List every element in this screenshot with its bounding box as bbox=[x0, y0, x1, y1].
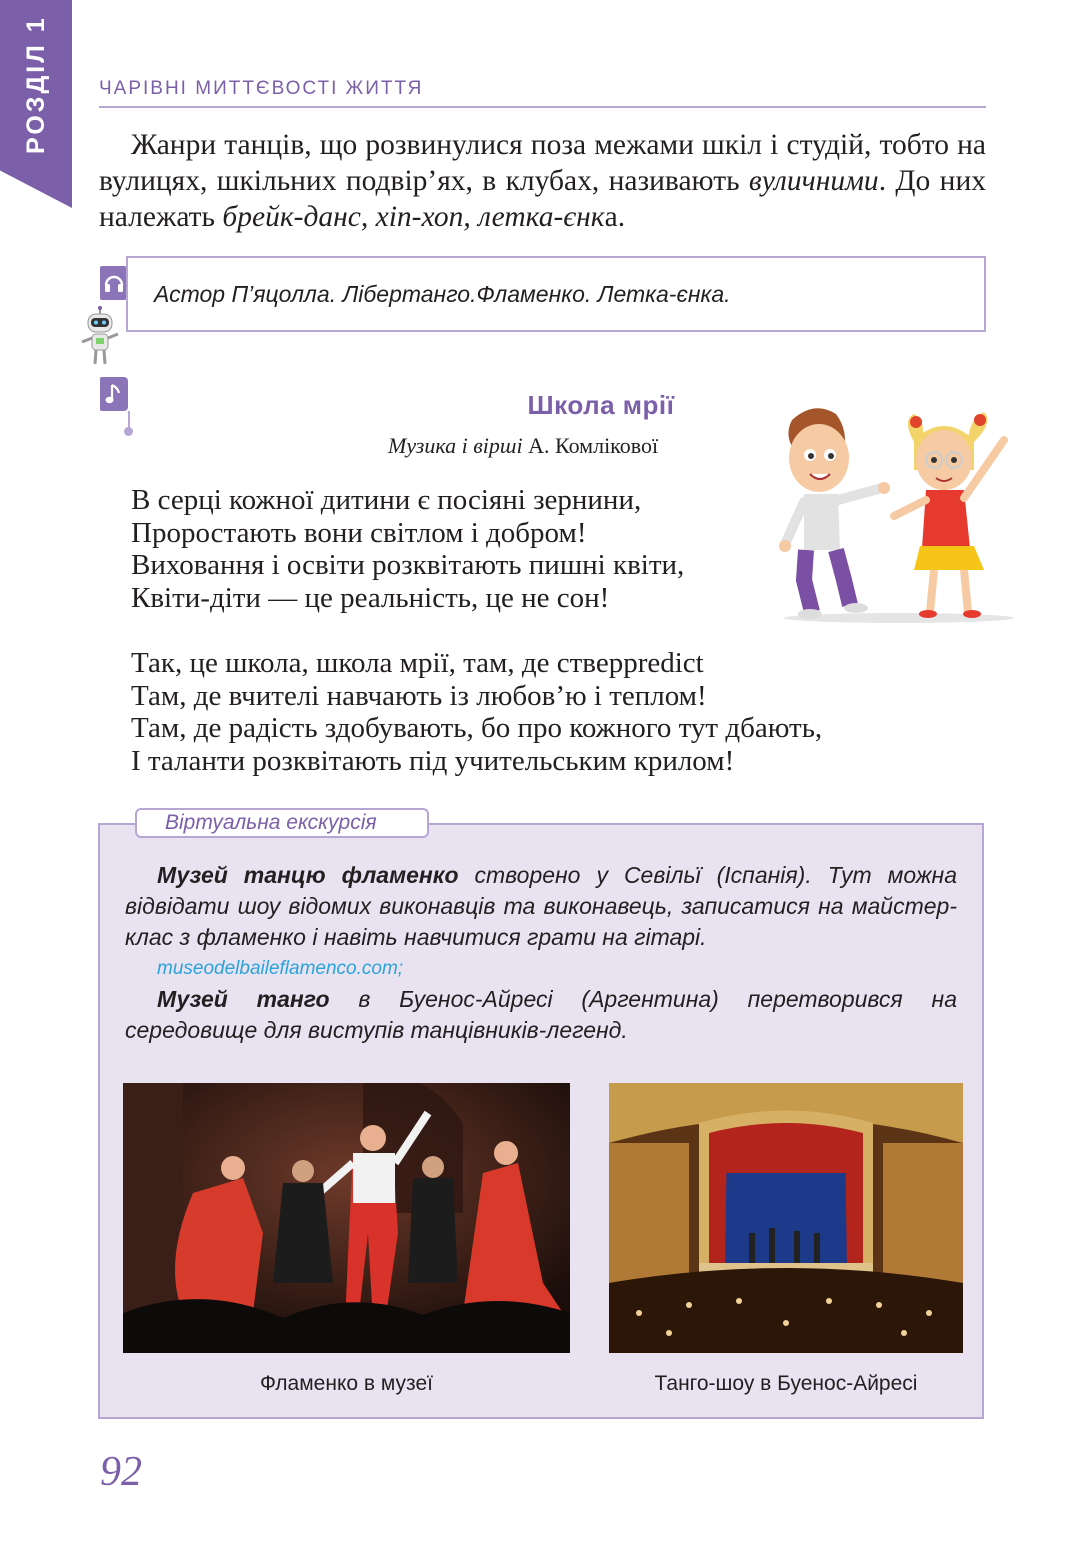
running-head: ЧАРІВНІ МИТТЄВОСТІ ЖИТТЯ bbox=[99, 78, 424, 99]
dancing-kids-illustration bbox=[774, 400, 1024, 625]
listening-list: Астор П’яцолла. Лібертанго.Фламенко. Летка-єнка. bbox=[154, 281, 731, 307]
tour-paragraph-flamenco: Музей танцю фламенко створено у Севільї (Іспанія). Тут можна відвідати шоу відомих виконавців та виконавець, записатися на майстер-клас з фламенко і навіть навчитися грати на гітарі. bbox=[125, 862, 957, 950]
flamenco-caption: Фламенко в музеї bbox=[260, 1372, 433, 1395]
verse-line: І таланти розквітають під учительським крилом! bbox=[131, 744, 735, 777]
song-title: Школа мрії bbox=[527, 390, 675, 420]
verse-line: Проростають вони світлом і добром! bbox=[131, 516, 587, 549]
virtual-tour-label: Віртуальна екскурсія bbox=[135, 808, 429, 838]
headphones-icon bbox=[100, 266, 128, 300]
listening-box bbox=[126, 256, 986, 332]
note-dot bbox=[124, 427, 133, 436]
verse-line: Там, де вчителі навчають із любов’ю і теплом! bbox=[131, 679, 707, 712]
virtual-tour-text bbox=[125, 860, 957, 1046]
song-verse-1 bbox=[131, 484, 684, 614]
tour-paragraph-tango: Музей танго в Буенос-Айресі (Аргентина) перетворився на середовище для виступів танцівників-легенд. bbox=[125, 986, 957, 1043]
flamenco-museum-link[interactable]: museodelbaileflamenco.com; bbox=[157, 958, 404, 979]
verse-line: Виховання і освіти розквітають пишні квіти, bbox=[131, 549, 685, 581]
header-rule bbox=[99, 106, 986, 108]
page-number: 92 bbox=[100, 1449, 142, 1495]
intro-paragraph: Жанри танців, що розвинулися поза межами шкіл і студій, тобто на вулицях, шкільних подвір’ях, в клубах, називають вуличними. До них належать брейк-данс, хіп-хоп, летка-єнка. bbox=[99, 129, 986, 233]
flamenco-photo bbox=[123, 1083, 570, 1353]
verse-line: Квіти-діти — це реальність, це не сон! bbox=[131, 581, 610, 614]
robot-icon bbox=[78, 306, 122, 368]
section-tab-label: РОЗДІЛ 1 bbox=[22, 15, 50, 154]
verse-line: В серці кожної дитини є посіяні зернини, bbox=[131, 484, 642, 516]
verse-line: Так, це школа, школа мрії, там, де стверpredict bbox=[131, 647, 704, 679]
tango-photo bbox=[609, 1083, 963, 1353]
verse-line: Там, де радість здобувають, бо про кожного тут дбають, bbox=[131, 712, 823, 744]
tango-caption: Танго-шоу в Буенос-Айресі bbox=[654, 1372, 918, 1395]
song-verse-2 bbox=[131, 647, 822, 777]
song-author: Музика і вірші А. Комлікової bbox=[388, 433, 659, 458]
